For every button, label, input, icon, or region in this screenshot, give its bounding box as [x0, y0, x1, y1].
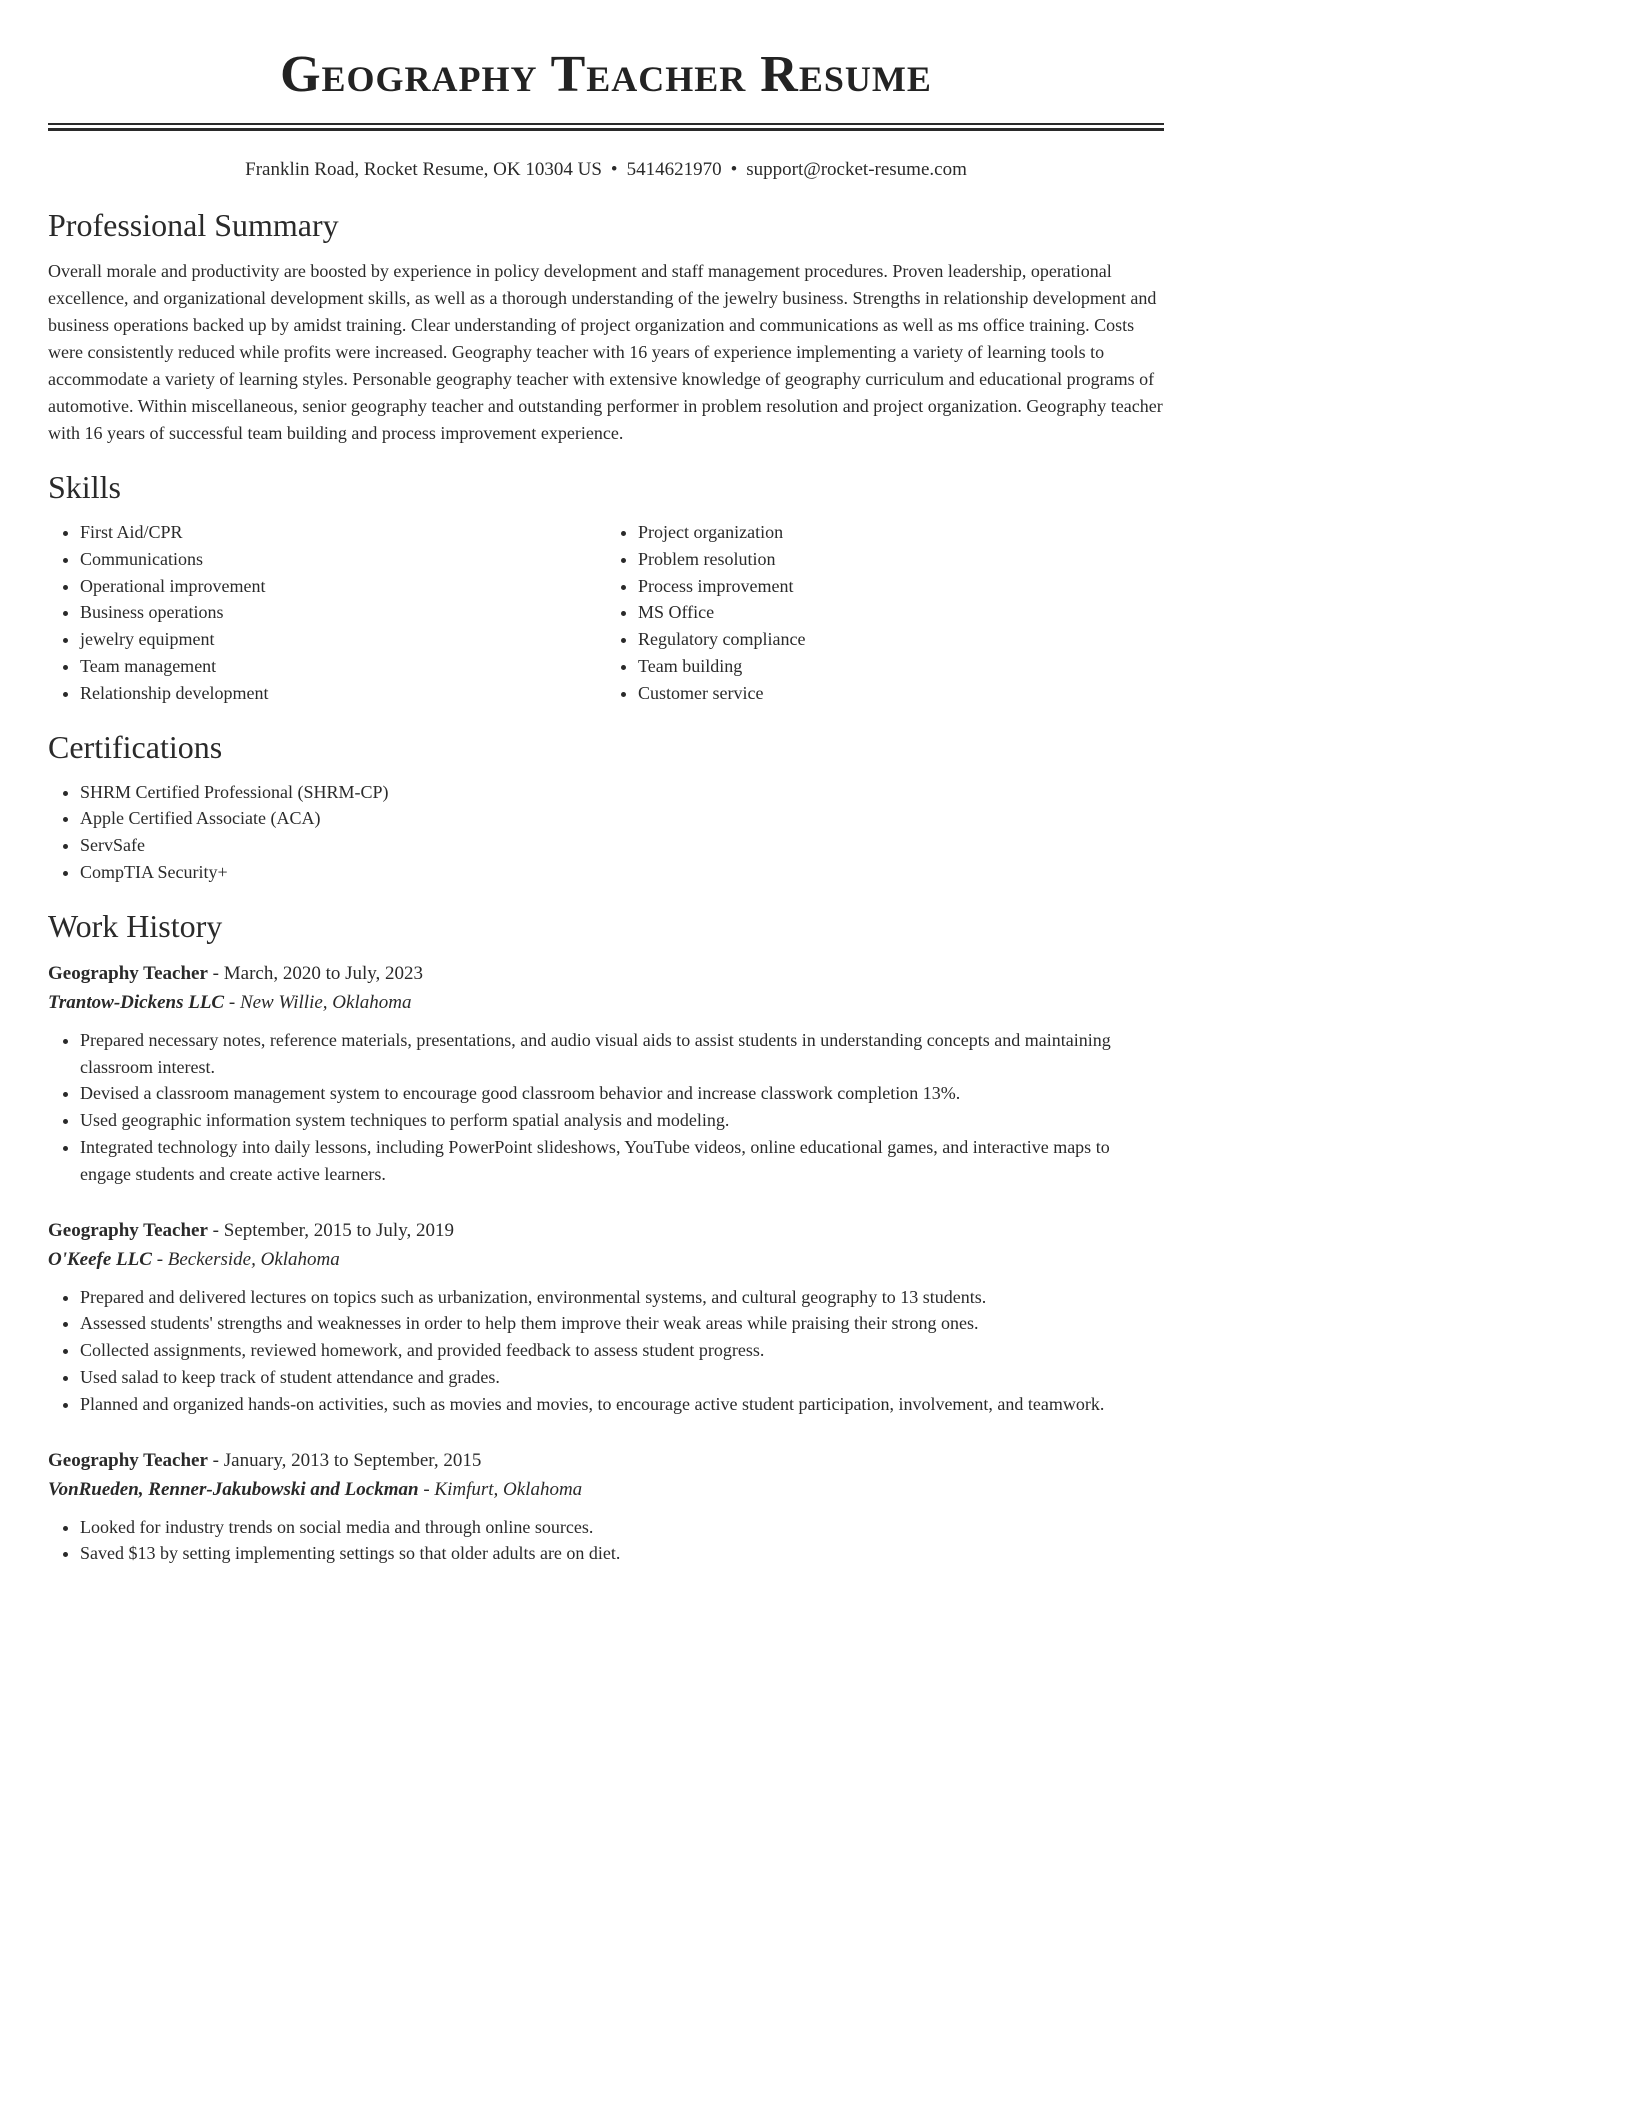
skill-item: • Business operations: [80, 599, 606, 626]
title-divider-thin: [48, 123, 1164, 125]
job-location: New Willie, Oklahoma: [239, 991, 412, 1013]
certification-item: • SHRM Certified Professional (SHRM-CP): [80, 779, 1164, 806]
job-bullet: • Saved $13 by setting implementing settings so that older adults are on diet.: [80, 1540, 1164, 1567]
skill-item: • Problem resolution: [638, 546, 1164, 573]
job-dates: March, 2020 to July, 2023: [223, 962, 424, 984]
contact-email[interactable]: support@rocket-resume.com: [746, 159, 967, 180]
job-entry: [48, 1446, 1164, 1568]
job-bullet: • Planned and organized hands-on activities, such as movies and movies, to encourage active student participation, involvement, and teamwork.: [80, 1391, 1164, 1418]
work-history-heading: Work History: [48, 907, 223, 944]
skill-item: • Project organization: [638, 519, 1164, 546]
skill-item: • Regulatory compliance: [638, 626, 1164, 653]
skill-item: • Team management: [80, 653, 606, 680]
skills-list-right: [606, 519, 1164, 707]
certifications-section: [48, 727, 1164, 886]
professional-summary-section: [48, 205, 1164, 447]
job-bullet: • Prepared and delivered lectures on topics such as urbanization, environmental systems, and cultural geography to 13 students.: [80, 1284, 1164, 1311]
resume-page: [48, 0, 1164, 1567]
job-bullet: • Used geographic information system techniques to perform spatial analysis and modeling.: [80, 1107, 1164, 1134]
contact-line: [48, 158, 1164, 182]
certification-item: • CompTIA Security+: [80, 859, 1164, 886]
job-entry: [48, 1216, 1164, 1418]
skills-list-left: [48, 519, 606, 707]
job-bullet: • Collected assignments, reviewed homework, and provided feedback to assess student progress.: [80, 1337, 1164, 1364]
resume-title: Geography Teacher Resume: [280, 46, 932, 103]
job-bullet: • Integrated technology into daily lessons, including PowerPoint slideshows, YouTube videos, online educational games, and interactive maps to engage students and create active learners.: [80, 1134, 1164, 1188]
skill-item: • Operational improvement: [80, 573, 606, 600]
certification-item: • Apple Certified Associate (ACA): [80, 805, 1164, 832]
job-bullets: [48, 1514, 1164, 1568]
certifications-list: [48, 779, 1164, 886]
job-bullet: • Used salad to keep track of student attendance and grades.: [80, 1364, 1164, 1391]
certifications-heading: Certifications: [48, 728, 223, 765]
job-company-line: O'Keefe LLC - Beckerside, Oklahoma: [48, 1248, 340, 1270]
job-bullet: • Devised a classroom management system to encourage good classroom behavior and increase classwork completion 13%.: [80, 1080, 1164, 1107]
skills-section: [48, 467, 1164, 707]
contact-separator: •: [610, 159, 618, 180]
summary-heading: Professional Summary: [48, 207, 339, 243]
skill-item: • Communications: [80, 546, 606, 573]
job-role: Geography Teacher: [48, 962, 208, 984]
job-bullet: • Prepared necessary notes, reference materials, presentations, and audio visual aids to assist students in understanding concepts and maintaining classroom interest.: [80, 1027, 1164, 1081]
job-role: Geography Teacher: [48, 1449, 208, 1471]
contact-address: Franklin Road, Rocket Resume, OK 10304 US: [245, 159, 602, 180]
job-dates: January, 2013 to September, 2015: [223, 1449, 482, 1471]
job-bullet: • Assessed students' strengths and weaknesses in order to help them improve their weak areas while praising their strong ones.: [80, 1310, 1164, 1337]
job-entry: [48, 959, 1164, 1188]
job-bullets: [48, 1027, 1164, 1188]
certification-item: • ServSafe: [80, 832, 1164, 859]
work-history-section: [48, 906, 1164, 1567]
skill-item: • jewelry equipment: [80, 626, 606, 653]
job-company: Trantow-Dickens LLC: [48, 991, 225, 1013]
job-company-line: Trantow-Dickens LLC - New Willie, Oklahoma: [48, 991, 412, 1013]
job-bullets: [48, 1284, 1164, 1418]
skill-item: • Relationship development: [80, 680, 606, 707]
contact-separator: •: [730, 159, 738, 180]
skill-item: • First Aid/CPR: [80, 519, 606, 546]
job-title-line: Geography Teacher - January, 2013 to September, 2015: [48, 1449, 482, 1471]
job-title-line: Geography Teacher - March, 2020 to July, 2023: [48, 962, 424, 984]
skill-item: • Customer service: [638, 680, 1164, 707]
skills-columns: [48, 519, 1164, 707]
job-company: O'Keefe LLC: [48, 1248, 152, 1270]
job-location: Kimfurt, Oklahoma: [434, 1478, 583, 1500]
job-dates: September, 2015 to July, 2019: [223, 1219, 454, 1241]
contact-phone: 5414621970: [626, 159, 722, 180]
title-divider-thick: [48, 128, 1164, 131]
job-title-line: Geography Teacher - September, 2015 to July, 2019: [48, 1219, 454, 1241]
job-role: Geography Teacher: [48, 1219, 208, 1241]
skill-item: • Team building: [638, 653, 1164, 680]
skill-item: • Process improvement: [638, 573, 1164, 600]
skills-heading: Skills: [48, 469, 121, 505]
skill-item: • MS Office: [638, 599, 1164, 626]
summary-text: Overall morale and productivity are boosted by experience in policy development and staff management procedures. Proven leadership, operational excellence, and organizational development skills, as well as a thorough understanding of the jewelry business. Strengths in relationship development and business operations backed up by amidst training. Clear understanding of project organization and communications as well as ms office training. Costs were consistently reduced while profits were increased. Geography teacher with 16 years of experience implementing a variety of learning tools to accommodate a variety of learning styles. Personable geography teacher with extensive knowledge of geography curriculum and educational programs of automotive. Within miscellaneous, senior geography teacher and outstanding performer in problem resolution and project organization. Geography teacher with 16 years of successful team building and process improvement experience.: [48, 261, 1163, 443]
job-company: VonRueden, Renner-Jakubowski and Lockman: [48, 1478, 419, 1500]
job-company-line: VonRueden, Renner-Jakubowski and Lockman - Kimfurt, Oklahoma: [48, 1478, 583, 1500]
job-bullet: • Looked for industry trends on social media and through online sources.: [80, 1514, 1164, 1541]
job-location: Beckerside, Oklahoma: [167, 1248, 340, 1270]
